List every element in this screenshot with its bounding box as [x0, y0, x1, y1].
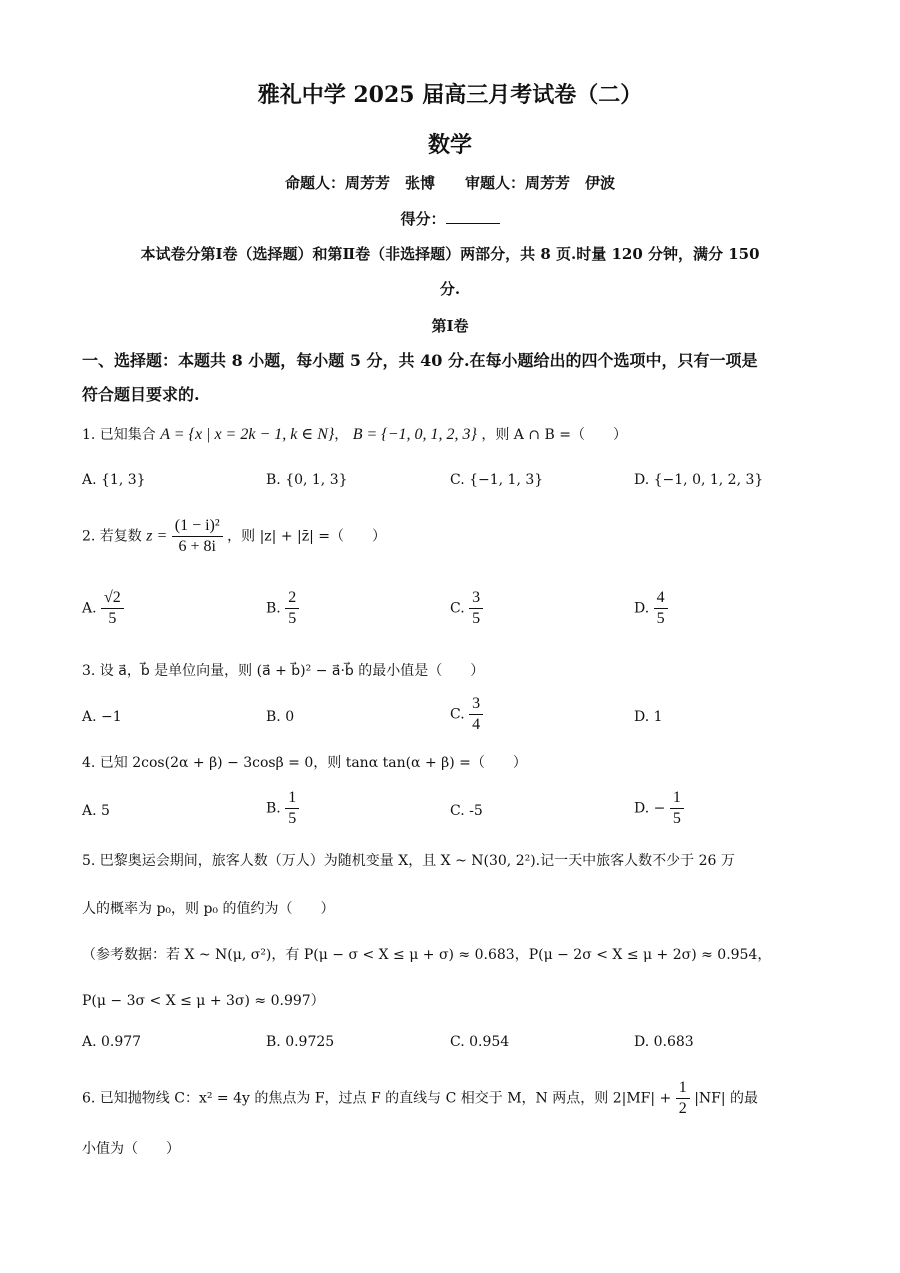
q1-set-a: A = {x | x = 2k − 1, k ∈ N}: [160, 426, 335, 443]
q2-option-b-label: B.: [266, 600, 281, 617]
q4-option-d-den: 5: [672, 810, 681, 827]
q1-sep: ，: [334, 427, 349, 443]
volume-heading: 第Ⅰ卷: [431, 317, 469, 335]
q2-option-d-num: 4: [654, 588, 668, 609]
q2-option-b[interactable]: [266, 588, 299, 629]
q3-option-a[interactable]: A. −1: [82, 709, 122, 725]
q4-option-b[interactable]: [266, 788, 299, 829]
q4-option-c[interactable]: C. -5: [450, 803, 483, 819]
question-4: 4. 已知 2cos(2α + β) − 3cosβ = 0，则 tanα tan(α + β) =（ ）: [82, 755, 527, 771]
question-3: 3. 设 a⃗，b⃗ 是单位向量，则 (a⃗ + b⃗)² − a⃗·b⃗ 的最小值是（ ）: [82, 663, 485, 679]
q2-option-a-den: 5: [108, 610, 117, 627]
q2-option-a-num: √2: [101, 588, 124, 609]
question-5-line-1: 5. 巴黎奥运会期间，旅客人数（万人）为随机变量 X，且 X ~ N(30, 2²).记一天中旅客人数不少于 26 万: [82, 853, 735, 869]
q2-option-d[interactable]: [634, 588, 668, 629]
q6-post: |NF| 的最: [694, 1090, 759, 1107]
q2-fraction-den: 6 + 8i: [178, 538, 216, 555]
q2-option-a-frac: [101, 588, 124, 629]
q5-option-c[interactable]: C. 0.954: [450, 1034, 510, 1050]
q2-prefix: 2. 若复数: [82, 528, 142, 545]
authors-line: 命题人：周芳芳 张博 审题人：周芳芳 伊波: [284, 174, 615, 192]
q2-option-d-frac: [654, 588, 668, 629]
question-2: [82, 516, 386, 557]
q1-set-b: B = {−1, 0, 1, 2, 3}: [352, 426, 477, 443]
q1-option-a[interactable]: A. {1, 3}: [82, 472, 146, 488]
q3-option-d[interactable]: D. 1: [634, 709, 663, 725]
score-line: [0, 208, 900, 229]
q2-option-b-frac: [285, 588, 299, 629]
q2-option-a[interactable]: [82, 588, 124, 629]
q4-option-b-num: 1: [285, 788, 299, 809]
section-heading-line-1: 一、选择题：本题共 8 小题，每小题 5 分，共 40 分.在每小题给出的四个选项中，只有一项是: [82, 351, 758, 370]
q2-z: z =: [146, 527, 168, 545]
q6-half-den: 2: [678, 1100, 687, 1117]
q2-option-d-den: 5: [656, 610, 665, 627]
q4-option-b-den: 5: [288, 810, 297, 827]
q4-option-b-frac: [285, 788, 299, 829]
q2-option-a-label: A.: [82, 600, 97, 617]
q4-option-a[interactable]: A. 5: [82, 803, 110, 819]
intro-line-1: 本试卷分第Ⅰ卷（选择题）和第Ⅱ卷（非选择题）两部分，共 8 页.时量 120 分钟，满分 150: [140, 245, 760, 263]
q6-half-num: 1: [676, 1078, 690, 1099]
q5-option-b[interactable]: B. 0.9725: [266, 1034, 335, 1050]
q2-fraction-num: (1 − i)²: [172, 516, 223, 537]
q3-option-c-num: 3: [469, 694, 483, 715]
q2-option-b-den: 5: [288, 610, 297, 627]
q1-prefix: 1. 已知集合: [82, 427, 156, 443]
q4-option-d-num: 1: [670, 788, 684, 809]
question-5-reference-line-2: P(μ − 3σ < X ≤ μ + 3σ) ≈ 0.997）: [82, 993, 325, 1009]
q6-half-frac: [676, 1078, 690, 1119]
q4-option-d-label: D. −: [634, 800, 666, 817]
question-5-reference-line-1: （参考数据：若 X ~ N(μ, σ²)，有 P(μ − σ < X ≤ μ + σ) ≈ 0.683，P(μ − 2σ < X ≤ μ + 2σ) ≈ 0.954，: [82, 947, 772, 963]
question-5-line-2: 人的概率为 p₀，则 p₀ 的值约为（ ）: [82, 901, 335, 917]
question-1: [82, 424, 627, 444]
q2-option-c-num: 3: [469, 588, 483, 609]
q2-option-c-den: 5: [472, 610, 481, 627]
q6-pre: 6. 已知抛物线 C：x² = 4y 的焦点为 F，过点 F 的直线与 C 相交于 M，N 两点，则 2|MF| +: [82, 1090, 672, 1107]
q5-option-a[interactable]: A. 0.977: [82, 1034, 142, 1050]
q3-option-c[interactable]: [450, 694, 483, 735]
q5-option-d[interactable]: D. 0.683: [634, 1034, 694, 1050]
q2-option-c[interactable]: [450, 588, 483, 629]
question-6-line-1: [82, 1078, 758, 1119]
q3-option-c-label: C.: [450, 706, 465, 723]
q1-option-b[interactable]: B. {0, 1, 3}: [266, 472, 348, 488]
exam-title: 雅礼中学 2025 届高三月考试卷（二）: [257, 82, 643, 108]
q2-suffix: ，则 |z| + |z̄| =（ ）: [227, 528, 387, 545]
q3-option-c-frac: [469, 694, 483, 735]
q2-option-b-num: 2: [285, 588, 299, 609]
q4-option-b-label: B.: [266, 800, 281, 817]
q2-option-c-frac: [469, 588, 483, 629]
q2-option-c-label: C.: [450, 600, 465, 617]
question-6-line-2: 小值为（ ）: [82, 1141, 180, 1157]
q4-option-d-frac: [670, 788, 684, 829]
q2-option-d-label: D.: [634, 600, 650, 617]
score-label: 得分：: [400, 210, 446, 228]
q3-option-b[interactable]: B. 0: [266, 709, 295, 725]
q1-option-c[interactable]: C. {−1, 1, 3}: [450, 472, 544, 488]
q3-option-c-den: 4: [472, 716, 481, 733]
q1-suffix: ，则 A ∩ B =（ ）: [481, 427, 628, 443]
intro-line-2: 分.: [439, 280, 461, 298]
section-heading-line-2: 符合题目要求的.: [82, 385, 200, 404]
score-blank[interactable]: [446, 209, 500, 224]
subject-title: 数学: [427, 132, 472, 158]
q1-option-d[interactable]: D. {−1, 0, 1, 2, 3}: [634, 472, 764, 488]
q4-option-d[interactable]: [634, 788, 684, 829]
q2-fraction: [172, 516, 223, 557]
